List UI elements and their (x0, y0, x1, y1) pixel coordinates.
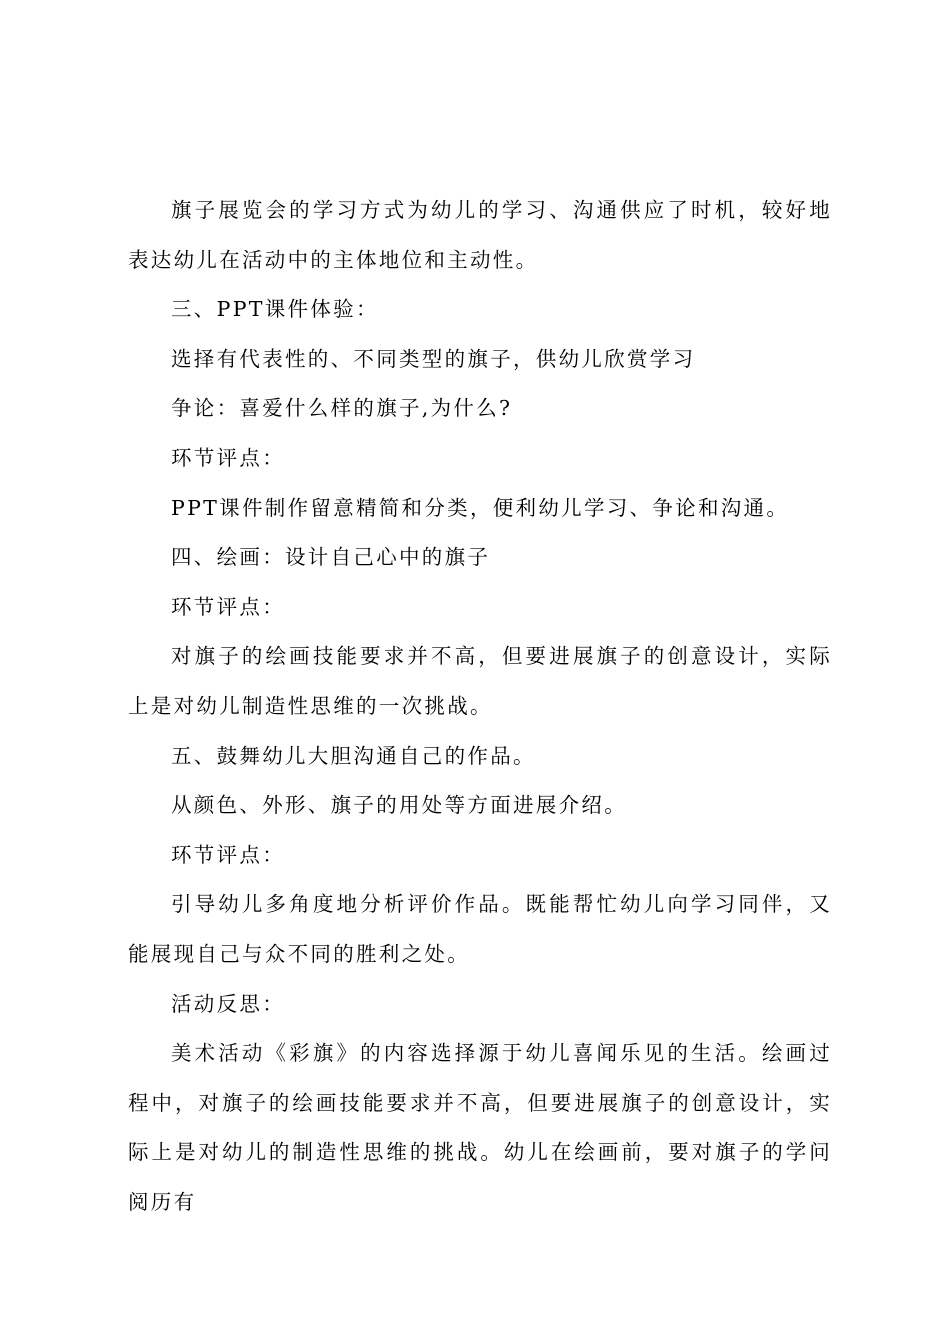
paragraph-ppt-discuss: 争论：喜爱什么样的旗子,为什么? (171, 396, 513, 421)
paragraph-ppt-select: 选择有代表性的、不同类型的旗子，供幼儿欣赏学习 (171, 346, 696, 371)
section-heading-drawing: 四、绘画：设计自己心中的旗子 (171, 545, 491, 570)
label-comment-2: 环节评点： (171, 594, 285, 619)
document-body (128, 186, 832, 1227)
paragraph-reflection: 美术活动《彩旗》的内容选择源于幼儿喜闻乐见的生活。绘画过程中，对旗子的绘画技能要求并不高，但要进展旗子的创意设计，实际上是对幼儿的制造性思维的挑战。幼儿在绘画前，要对旗子的学问阅历有 (128, 1041, 832, 1214)
paragraph-share: 从颜色、外形、旗子的用处等方面进展介绍。 (171, 793, 627, 818)
section-heading-ppt: 三、PPT课件体验： (171, 297, 379, 322)
section-heading-reflection: 活动反思： (171, 991, 285, 1016)
label-comment-3: 环节评点： (171, 842, 285, 867)
paragraph-comment-3: 引导幼儿多角度地分析评价作品。既能帮忙幼儿向学习同伴，又能展现自己与众不同的胜利之处。 (128, 892, 832, 966)
paragraph-intro: 旗子展览会的学习方式为幼儿的学习、沟通供应了时机，较好地表达幼儿在活动中的主体地位和主动性。 (128, 198, 832, 272)
label-comment-1: 环节评点： (171, 445, 285, 470)
section-heading-share: 五、鼓舞幼儿大胆沟通自己的作品。 (171, 743, 536, 768)
paragraph-comment-1: PPT课件制作留意精简和分类，便利幼儿学习、争论和沟通。 (171, 495, 790, 520)
paragraph-comment-2: 对旗子的绘画技能要求并不高，但要进展旗子的创意设计，实际上是对幼儿制造性思维的一次挑战。 (128, 644, 832, 718)
